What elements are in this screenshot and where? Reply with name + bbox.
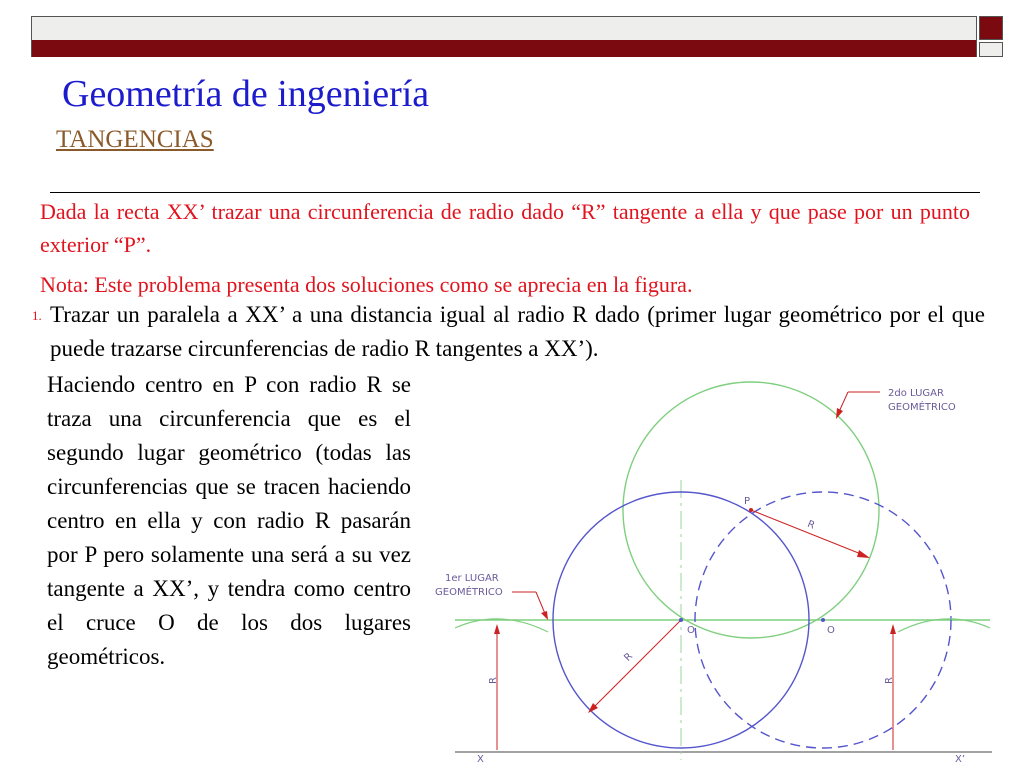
header-square-dark <box>979 16 1003 40</box>
header-bar <box>31 16 977 57</box>
header-square-light <box>979 42 1003 57</box>
label-o-left: O <box>687 625 695 636</box>
explanation-paragraph: Haciendo centro en P con radio R se traza una circunferencia que es el segundo lugar geométrico (todas las circunferencias que se tracen haciendo centro en ella y con radio R pasarán por P pero solamente una será a su vez tangente a XX’, y tendra como centro el cruce O de los dos lugares geométricos. <box>47 372 411 669</box>
label-x-prime: X’ <box>955 754 966 765</box>
arc-left <box>455 619 548 632</box>
radius-p-arrow <box>857 550 870 558</box>
step-text: Trazar un paralela a XX’ a una distancia igual al radio R dado (primer lugar geométrico por el que puede trazarse circunferencias de radio R tangentes a XX’). <box>50 302 985 361</box>
point-p <box>749 508 753 512</box>
tangency-figure <box>420 370 1010 766</box>
header-bar-dark <box>32 40 976 57</box>
label-second-locus-2: GEOMÉTRICO <box>888 402 956 413</box>
label-p: P <box>744 496 751 507</box>
header-bar-light <box>32 17 976 40</box>
label-x: X <box>477 754 484 765</box>
radius-p <box>751 510 866 556</box>
leader-first-arrow <box>541 611 548 620</box>
slide-subtitle: TANGENCIAS <box>56 126 214 153</box>
label-second-locus-1: 2do LUGAR <box>888 388 944 399</box>
label-first-locus-2: GEOMÉTRICO <box>435 587 503 598</box>
point-o-right <box>821 618 825 622</box>
slide-title: Geometría de ingeniería <box>62 73 430 115</box>
radius-o <box>591 620 681 710</box>
dimension-left-arrow <box>494 624 500 634</box>
arc-right <box>898 619 990 632</box>
divider-line <box>50 192 980 193</box>
label-r-right: R <box>884 677 895 684</box>
label-r-blue: R <box>622 651 636 664</box>
step-number: 1. <box>32 308 42 323</box>
dimension-right-arrow <box>890 624 896 634</box>
problem-note: Nota: Este problema presenta dos soluciones como se aprecia en la figura. <box>40 272 693 297</box>
label-r-green: R <box>805 518 817 532</box>
point-o-left <box>679 618 683 622</box>
label-first-locus-1: 1er LUGAR <box>445 573 499 584</box>
label-r-left: R <box>488 677 499 684</box>
problem-statement: Dada la recta XX’ trazar una circunferencia de radio dado “R” tangente a ella y que pase por un punto exterior “P”. <box>40 199 970 257</box>
label-o-right: O <box>827 625 835 636</box>
